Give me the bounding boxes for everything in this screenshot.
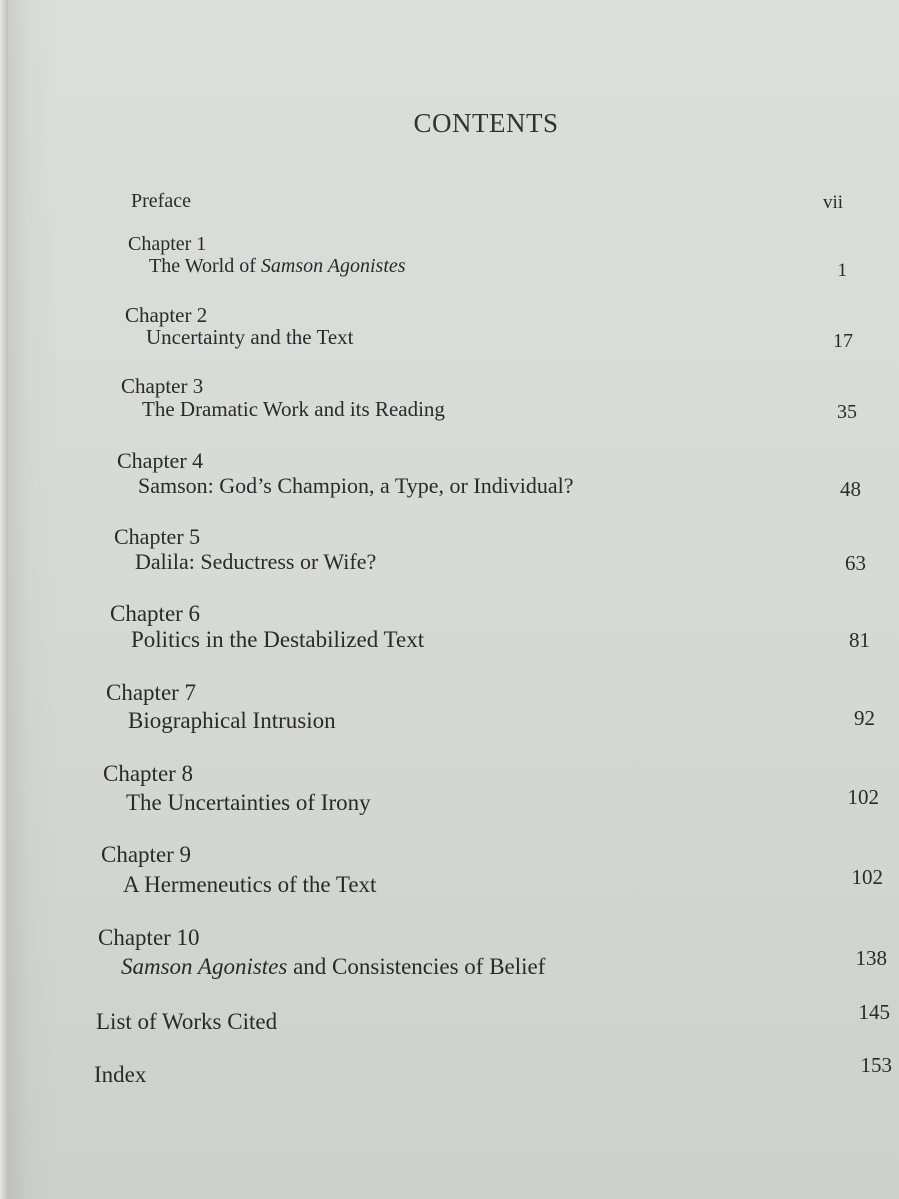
toc-chapter-4-page: 48 xyxy=(840,477,861,501)
toc-index-page: 153 xyxy=(860,1053,892,1077)
toc-chapter-10-label: Chapter 10 xyxy=(98,925,200,950)
toc-chapter-4-title: Samson: God’s Champion, a Type, or Individual? xyxy=(138,473,574,498)
toc-chapter-8-label: Chapter 8 xyxy=(103,761,194,786)
toc-chapter-3-page: 35 xyxy=(837,401,857,423)
toc-chapter-2-page: 17 xyxy=(833,330,853,352)
toc-chapter-1-page: 1 xyxy=(837,260,847,281)
toc-works-cited-label: List of Works Cited xyxy=(96,1009,278,1034)
toc-chapter-9-label: Chapter 9 xyxy=(101,842,192,867)
toc-chapter-5-page: 63 xyxy=(845,551,866,575)
page-title: CONTENTS xyxy=(413,108,559,138)
toc-chapter-9-title: A Hermeneutics of the Text xyxy=(123,872,377,897)
toc-chapter-5-title: Dalila: Seductress or Wife? xyxy=(135,549,377,574)
toc-chapter-2-title: Uncertainty and the Text xyxy=(146,325,354,349)
toc-chapter-3-title: The Dramatic Work and its Reading xyxy=(142,397,445,421)
toc-works-cited-page: 145 xyxy=(858,1000,890,1024)
toc-chapter-1-label: Chapter 1 xyxy=(128,233,207,255)
toc-chapter-2-label: Chapter 2 xyxy=(125,303,208,327)
toc-chapter-8-title: The Uncertainties of Irony xyxy=(126,790,371,815)
toc-chapter-10-title: Samson Agonistes and Consistencies of Belief xyxy=(121,954,546,979)
toc-chapter-8-page: 102 xyxy=(847,785,879,809)
toc-preface-page: vii xyxy=(822,192,843,213)
toc-chapter-6-page: 81 xyxy=(849,628,870,652)
page-edge xyxy=(0,0,8,1199)
toc-chapter-4-label: Chapter 4 xyxy=(117,448,204,473)
toc-chapter-7-title: Biographical Intrusion xyxy=(128,708,336,733)
toc-chapter-1-title: The World of Samson Agonistes xyxy=(149,255,406,277)
toc-chapter-6-title: Politics in the Destabilized Text xyxy=(131,627,425,652)
toc-chapter-9-page: 102 xyxy=(851,865,883,889)
toc-chapter-10-page: 138 xyxy=(855,946,887,970)
toc-chapter-3-label: Chapter 3 xyxy=(121,374,204,398)
toc-chapter-5-label: Chapter 5 xyxy=(114,524,201,549)
toc-preface-label: Preface xyxy=(131,190,191,212)
toc-chapter-7-page: 92 xyxy=(854,706,875,730)
toc-index-label: Index xyxy=(94,1062,147,1087)
toc-chapter-7-label: Chapter 7 xyxy=(106,680,197,705)
toc-chapter-6-label: Chapter 6 xyxy=(110,601,201,626)
